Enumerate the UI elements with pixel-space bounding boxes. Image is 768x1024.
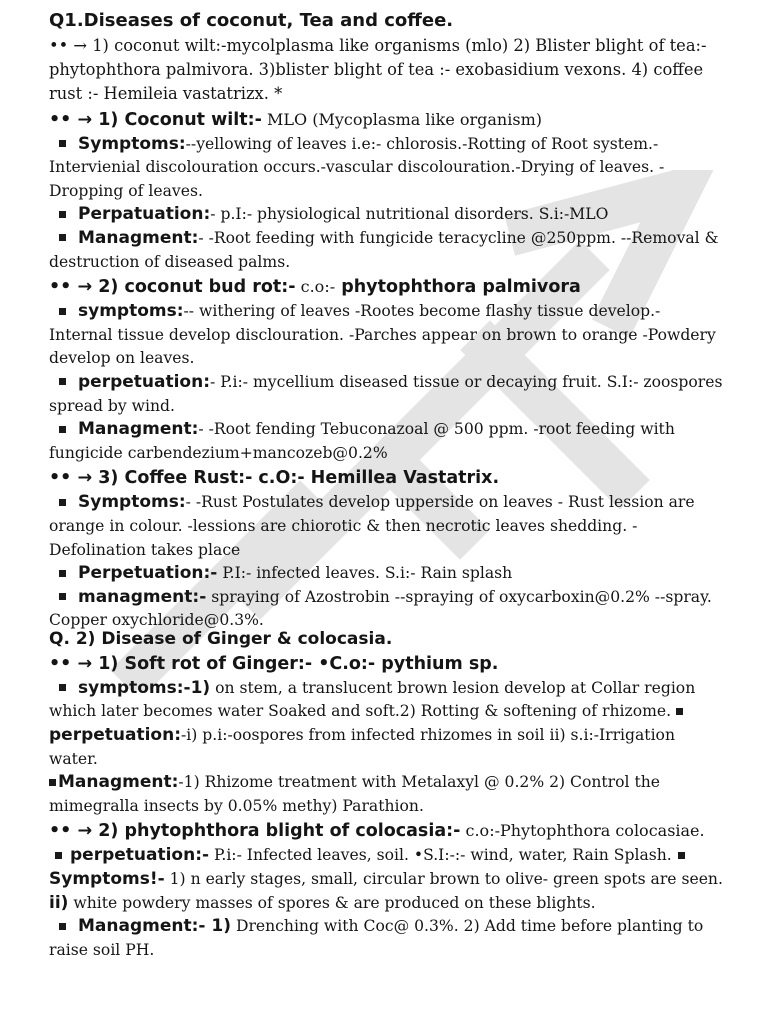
perpetuation-text: - P.i:- mycellium diseased tissue or decaying fruit. S.I:- zoospores spread by wind. [49,372,723,415]
symptoms-text: --yellowing of leaves i.e:- chlorosis.-Rotting of Root system.-Intervienial discolouration occurs.-vascular discolouration.-Drying of leaves. -Dropping of leaves. [49,134,665,200]
square-bullet-icon [678,852,685,859]
perpetuation-label: perpetuation:- [70,845,210,866]
coconut-wilt-heading [49,107,728,133]
square-bullet-icon [59,140,66,147]
coconut-wilt-symptoms [49,133,728,204]
management-label: Managment:- 1) [78,916,231,937]
colocasia-blight-details [49,844,728,915]
management-label: Managment: [78,419,199,440]
symptoms-label: symptoms:-1) [78,677,211,698]
bud-rot-heading-tail: c.o:- [295,277,336,297]
management-text: Drenching with Coc@ 0.3%. 2) Add time before planting to raise soil PH. [49,917,704,959]
document-content [49,8,728,962]
management-label: Managment: [58,772,179,793]
symptoms-label: Symptoms: [78,492,186,513]
symptoms-text: -- withering of leaves -Rootes become flashy tissue develop.- Internal tissue develop disclouration. -Parches appear on brown to orange -Powdery develop on leaves. [49,302,716,368]
square-bullet-icon [59,593,66,600]
ginger-soft-rot-heading: •• → 1) Soft rot of Ginger:- •C.o:- pythium sp. [49,653,499,674]
coffee-rust-symptoms [49,491,728,562]
management-text: - -Root feeding with fungicide teracycline @250ppm. --Removal & destruction of diseased palms. [49,228,719,271]
square-bullet-icon [55,852,62,859]
symptoms-text-a: 1) n early stages, small, circular brown to olive- green spots are seen. [164,870,723,889]
square-bullet-icon [59,308,66,315]
square-bullet-icon [59,378,66,385]
symptoms-text: on stem, a translucent brown lesion develop at Collar region which later becomes water Soaked and soft.2) Rotting & softening of rhizome. [49,678,696,721]
q2-title: Q. 2) Disease of Ginger & colocasia. [49,628,393,649]
square-bullet-icon [59,570,66,577]
bud-rot-heading-label: •• → 2) coconut bud rot:- [49,277,296,298]
square-bullet-icon [59,211,66,218]
symptoms-text-b: white powdery masses of spores & are produced on these blights. [68,893,596,912]
symptoms-label: Symptoms: [78,133,186,154]
colocasia-blight-management [49,915,728,962]
symptoms-ii-label: ii) [49,892,69,913]
coconut-wilt-heading-label: •• → 1) Coconut wilt:- [49,109,262,130]
perpetuation-label: Perpetuation:- [78,563,218,584]
colocasia-blight-heading-label: •• → 2) phytophthora blight of colocasia:- [49,821,461,842]
colocasia-blight-heading-tail: c.o:-Phytophthora colocasiae. [460,821,705,841]
bud-rot-pathogen: phytophthora palmivora [335,277,581,298]
bud-rot-management [49,418,728,465]
ginger-soft-rot-details [49,677,728,771]
coconut-wilt-heading-tail: MLO (Mycoplasma like organism) [261,109,542,129]
square-bullet-icon [59,499,66,506]
perpetuation-text: - p.I:- physiological nutritional disorders. S.i:-MLO [210,205,609,224]
square-bullet-icon [59,923,66,930]
management-label: Managment: [78,227,199,248]
coffee-rust-perpetuation [49,562,728,586]
square-bullet-icon [59,426,66,433]
bud-rot-symptoms [49,300,728,371]
coffee-rust-management [49,586,728,633]
square-bullet-icon [676,708,683,715]
perpetuation-text: -i) p.i:-oospores from infected rhizomes in soil ii) s.i:-Irrigation water. [49,726,675,768]
perpetuation-label: perpetuation: [78,371,211,392]
q1-title: Q1.Diseases of coconut, Tea and coffee. [49,10,454,31]
square-bullet-icon [59,684,66,691]
ginger-soft-rot-management [49,771,728,818]
management-text: - -Root fending Tebuconazoal @ 500 ppm. -root feeding with fungicide carbendezium+mancozeb@0.2% [49,420,675,462]
bud-rot-heading [49,274,728,300]
perpetuation-text: P.I:- infected leaves. S.i:- Rain splash [217,564,513,583]
bud-rot-perpetuation [49,371,728,418]
perpetuation-label: Perpatuation: [78,204,211,225]
management-text: -1) Rhizome treatment with Metalaxyl @ 0.2% 2) Control the mimegralla insects by 0.05% methy) Parathion. [49,773,661,815]
q1-summary: •• → 1) coconut wilt:-mycolplasma like organisms (mlo) 2) Blister blight of tea:-phytophthora palmivora. 3)blister blight of tea :- exobasidium vexons. 4) coffee rust :- Hemileia vastatrizx. * [49,36,707,104]
square-bullet-icon [59,234,66,241]
coconut-wilt-management [49,227,728,274]
colocasia-blight-heading [49,818,728,844]
management-text: spraying of Azostrobin --spraying of oxycarboxin@0.2% --spray. Copper oxychloride@0.3%. [49,587,712,630]
management-label: managment:- [78,586,207,607]
coffee-rust-heading: •• → 3) Coffee Rust:- c.O:- Hemillea Vastatrix. [49,468,500,489]
symptoms-label: Symptoms!- [49,869,165,890]
symptoms-text: - -Rust Postulates develop upperside on leaves - Rust lession are orange in colour. -lessions are chiorotic & then necrotic leaves shedding. -Defolination takes place [49,493,695,559]
coconut-wilt-perpetuation [49,203,728,227]
square-bullet-icon [49,779,56,786]
symptoms-label: symptoms: [78,301,184,322]
perpetuation-text: P.i:- Infected leaves, soil. •S.I:-:- wind, water, Rain Splash. [209,846,672,865]
perpetuation-label: perpetuation: [49,725,182,746]
